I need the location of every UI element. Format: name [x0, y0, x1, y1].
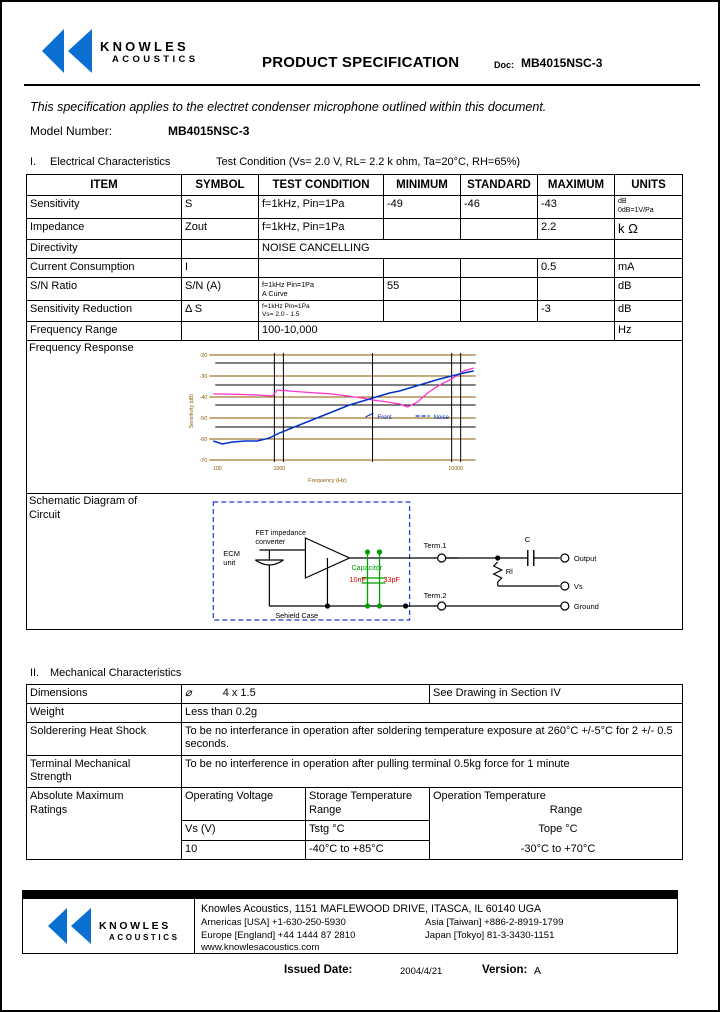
- fet-label-line2: converter: [255, 536, 286, 546]
- row-minimum: [384, 300, 461, 321]
- footer-contact-row-1: [201, 917, 675, 930]
- col-header-test-condition: TEST CONDITION: [259, 175, 384, 196]
- output-capacitor-label: C: [524, 534, 531, 544]
- svg-text:-50: -50: [199, 415, 208, 422]
- dimensions-value: 4 x 1.5: [222, 687, 256, 699]
- col-header-units: UNITS: [615, 175, 683, 196]
- mech-value-weight: Less than 0.2g: [182, 703, 683, 722]
- chart-gridlines-vertical: [274, 353, 460, 462]
- svg-text:10000: 10000: [448, 465, 463, 472]
- issued-date-label: Issued Date:: [284, 964, 353, 976]
- table-row: [27, 755, 683, 788]
- ratings-col2-symbol: Tstg °C: [306, 821, 430, 840]
- row-maximum: 2.2: [538, 218, 615, 239]
- row-minimum: [384, 218, 461, 239]
- row-maximum: -3: [538, 300, 615, 321]
- svg-text:-70: -70: [199, 457, 208, 464]
- row-units: [615, 240, 683, 259]
- row-units-ref: 0dB=1V/Pa: [618, 207, 654, 215]
- fet-label-line1: FET impedance: [255, 527, 306, 537]
- section-1-heading: [30, 156, 170, 168]
- row-units: [615, 196, 683, 219]
- footer-logo: [23, 899, 195, 953]
- terminal-2-label: Term.2: [423, 590, 447, 600]
- footer-brand-name: KNOWLES: [99, 920, 171, 932]
- ratings-col3-block: [430, 788, 683, 860]
- row-item: Sensitivity: [27, 196, 182, 219]
- footer-box: [22, 898, 678, 954]
- ratings-col2-value: -40°C to +85°C: [306, 840, 430, 859]
- ecm-unit-label-line2: unit: [223, 557, 236, 567]
- page-title: PRODUCT SPECIFICATION: [262, 54, 460, 71]
- svg-text:-40: -40: [199, 394, 208, 401]
- table-row: [27, 722, 683, 755]
- model-number-label: Model Number:: [30, 124, 113, 138]
- mech-value-terminal-strength: To be no interference in operation after pulling terminal 0.5kg force for 1 minute: [182, 755, 683, 788]
- mech-label-terminal-strength-line1: Terminal Mechanical: [30, 757, 131, 770]
- capacitor-value-2: 33pF: [383, 574, 400, 584]
- knowles-chevron-logo-icon-footer: [41, 907, 95, 945]
- footer-contact-block: [201, 903, 675, 955]
- footer-brand-subtitle: ACOUSTICS: [109, 933, 180, 942]
- row-symbol: S: [182, 196, 259, 219]
- page-content: [24, 22, 700, 856]
- chart-y-tick-labels: [199, 353, 207, 464]
- row-units: k Ω: [615, 218, 683, 239]
- electrical-characteristics-table: [26, 174, 683, 630]
- load-resistor-symbol: [494, 562, 502, 582]
- shield-case-label: Sehield Case: [275, 610, 319, 620]
- ratings-label-line2: Ratings: [30, 803, 68, 816]
- chart-legend: [366, 413, 450, 421]
- table-row: [27, 218, 683, 239]
- row-span-value: NOISE CANCELLING: [259, 240, 615, 259]
- row-item: S/N Ratio: [27, 277, 182, 300]
- row-symbol: [182, 322, 259, 341]
- schematic-label-line2: Circuit: [29, 508, 61, 521]
- mech-value-dimensions: [182, 685, 430, 704]
- frequency-response-chart-container: [27, 341, 682, 493]
- row-item: Sensitivity Reduction: [27, 300, 182, 321]
- section-2-title: Mechanical Characteristics: [50, 667, 182, 679]
- vs-pin-label: Vs: [573, 581, 583, 591]
- table-row: [27, 240, 683, 259]
- ratings-col2-header: [306, 788, 430, 821]
- ratings-label: [27, 788, 182, 860]
- issued-date-value: 2004/4/21: [400, 966, 443, 977]
- footer-contact-asia: Asia [Taiwan] +886-2-8919-1799: [425, 916, 564, 928]
- table-row: [27, 685, 683, 704]
- svg-text:-60: -60: [199, 436, 208, 443]
- terminal-2-node: [438, 602, 446, 610]
- mic-diaphragm: [255, 560, 283, 565]
- row-condition: [259, 258, 384, 277]
- terminal-1-node: [438, 554, 446, 562]
- output-pin-label: Output: [573, 553, 597, 563]
- frequency-response-cell: [27, 340, 683, 493]
- table-header-row: [27, 175, 683, 196]
- frequency-response-chart: [27, 341, 682, 493]
- frequency-response-row: [27, 340, 683, 493]
- load-resistor-label: Rl: [505, 566, 513, 576]
- row-item: Current Consumption: [27, 258, 182, 277]
- ratings-col1-header: Operating Voltage: [182, 788, 306, 821]
- specification-statement: This specification applies to the electret condenser microphone outlined within this document.: [30, 100, 547, 114]
- section-2-heading: [30, 667, 181, 679]
- row-units: Hz: [615, 322, 683, 341]
- chart-x-tick-labels: [213, 466, 463, 472]
- row-condition: f=1kHz, Pin=1Pa: [259, 196, 384, 219]
- row-symbol: S/N (A): [182, 277, 259, 300]
- row-standard: [461, 277, 538, 300]
- table-row: [27, 196, 683, 219]
- chart-series-noise: [213, 368, 473, 407]
- row-standard: [461, 300, 538, 321]
- svg-text:100: 100: [212, 465, 222, 472]
- col-header-standard: STANDARD: [461, 175, 538, 196]
- footer-contact-europe: Europe [England] +44 1444 87 2810: [201, 929, 356, 941]
- version-value: A: [534, 965, 542, 977]
- ratings-col2-header-line1: Storage Temperature: [309, 790, 413, 802]
- table-row: [27, 703, 683, 722]
- row-units: mA: [615, 258, 683, 277]
- schematic-cell: [27, 493, 683, 629]
- table-row: [27, 277, 683, 300]
- diameter-icon: ⌀: [185, 687, 192, 699]
- mech-note-dimensions: See Drawing in Section IV: [430, 685, 683, 704]
- version-label: Version:: [482, 964, 528, 976]
- ratings-col3-symbol: Tope °C: [538, 822, 578, 835]
- ratings-col3-header-line2: Range: [549, 803, 583, 816]
- brand-subtitle: ACOUSTICS: [112, 54, 199, 65]
- row-symbol: Δ S: [182, 300, 259, 321]
- section-2-number: II.: [30, 667, 40, 679]
- row-standard: [461, 258, 538, 277]
- row-maximum: [538, 277, 615, 300]
- row-units: dB: [615, 277, 683, 300]
- footer-contact-americas: Arnericas [USA] +1-630-250-5930: [201, 916, 346, 928]
- col-header-symbol: SYMBOL: [182, 175, 259, 196]
- mech-label-terminal-strength-line2: Strength: [30, 771, 72, 784]
- schematic-container: [27, 494, 682, 629]
- row-condition-line2: A Curve: [262, 288, 288, 298]
- ratings-col1-value: 10: [182, 840, 306, 859]
- col-header-minimum: MINIMUM: [384, 175, 461, 196]
- footer-address: Knowles Acoustics, 1151 MAFLEWOOD DRIVE, ITASCA, IL 60140 UGA: [201, 903, 542, 915]
- output-pin-node: [561, 554, 569, 562]
- table-row: [27, 322, 683, 341]
- header-divider: [24, 84, 700, 86]
- row-standard: [461, 218, 538, 239]
- page-header: [24, 22, 700, 86]
- footer-contact-row-2: [201, 930, 675, 943]
- ratings-col3-header-line1: Operation Temperature: [433, 790, 546, 802]
- row-symbol: I: [182, 258, 259, 277]
- schematic-diagram: [27, 494, 682, 629]
- mechanical-characteristics-table: [26, 684, 683, 860]
- row-condition-line2: Vs= 2.0 - 1.5: [262, 310, 300, 318]
- schematic-row: [27, 493, 683, 629]
- test-condition-note: Test Condition (Vs= 2.0 V, RL= 2.2 k ohm, Ta=20°C, RH=65%): [216, 156, 521, 168]
- row-standard: -46: [461, 196, 538, 219]
- svg-text:-30: -30: [199, 373, 208, 380]
- ground-pin-label: Ground: [573, 601, 599, 611]
- row-maximum: 0.5: [538, 258, 615, 277]
- capacitor-value-1: 10nF: [349, 574, 366, 584]
- row-condition-line1: f=1kHz Pin=1Pa: [262, 279, 314, 289]
- mech-label-terminal-strength: [27, 755, 182, 788]
- row-units: dB: [615, 300, 683, 321]
- chart-x-axis-title: Frequency (Hz): [308, 477, 347, 484]
- frequency-response-label: Frequency Response: [29, 341, 134, 354]
- svg-text:1000: 1000: [273, 465, 286, 472]
- row-condition: [259, 300, 384, 321]
- terminal-1-label: Term.1: [423, 540, 447, 550]
- ratings-label-line1: Absolute Maximum: [30, 790, 124, 802]
- svg-text:-20: -20: [199, 352, 208, 359]
- row-span-value: 100-10,000: [259, 322, 615, 341]
- row-minimum: 55: [384, 277, 461, 300]
- doc-number-label: Doc:: [494, 60, 514, 70]
- row-units-main: dB: [618, 198, 627, 206]
- mech-label-dimensions: Dimensions: [27, 685, 182, 704]
- ecm-unit-label-line1: ECM: [223, 548, 240, 558]
- footer-website[interactable]: www.knowlesacoustics.com: [201, 942, 320, 954]
- row-item: Frequency Range: [27, 322, 182, 341]
- doc-number-value: MB4015NSC-3: [521, 56, 603, 70]
- chart-series-front: [213, 371, 473, 444]
- ratings-col2-header-line2: Range: [309, 803, 342, 816]
- mech-label-heat-shock: Solderering Heat Shock: [27, 722, 182, 755]
- row-condition-line1: f=1kHz Pin=1Pa: [262, 302, 310, 310]
- model-number-value: MB4015NSC-3: [168, 124, 250, 138]
- col-header-maximum: MAXIMUM: [538, 175, 615, 196]
- row-condition: f=1kHz, Pin=1Pa: [259, 218, 384, 239]
- company-logo: [34, 26, 214, 78]
- chart-legend-label-front: Front: [377, 414, 392, 421]
- schematic-label-line1: Schematic Diagram of: [29, 494, 138, 507]
- chart-y-axis-title: Sensitivity (dB): [189, 393, 196, 429]
- mech-value-heat-shock: To be no interferance in operation after soldering temperature exposure at 260°C +/-5°C for 2 +/- 0.5 seconds.: [182, 722, 683, 755]
- ratings-header-row: [27, 788, 683, 821]
- table-row: [27, 300, 683, 321]
- footer-rule: [22, 890, 678, 898]
- row-symbol: Zout: [182, 218, 259, 239]
- footer-contact-japan: Japan [Tokyo] 81-3-3430-1151: [425, 929, 555, 941]
- knowles-chevron-logo-icon: [34, 28, 96, 74]
- chart-legend-label-noise: Noise: [433, 414, 449, 421]
- section-1-number: I.: [30, 156, 37, 168]
- row-minimum: -49: [384, 196, 461, 219]
- ratings-col3-value: -30°C to +70°C: [520, 843, 596, 856]
- ratings-col1-symbol: Vs (V): [182, 821, 306, 840]
- vs-pin-node: [561, 582, 569, 590]
- row-item: Impedance: [27, 218, 182, 239]
- ground-pin-node: [561, 602, 569, 610]
- section-1-title: Electrical Characteristics: [50, 156, 171, 168]
- col-header-item: ITEM: [27, 175, 182, 196]
- row-maximum: -43: [538, 196, 615, 219]
- brand-name: KNOWLES: [100, 39, 189, 54]
- capacitor-label: Capacitor: [351, 562, 383, 572]
- table-row: [27, 258, 683, 277]
- row-symbol: [182, 240, 259, 259]
- mech-label-weight: Weight: [27, 703, 182, 722]
- row-condition: [259, 277, 384, 300]
- row-item: Directivity: [27, 240, 182, 259]
- row-minimum: [384, 258, 461, 277]
